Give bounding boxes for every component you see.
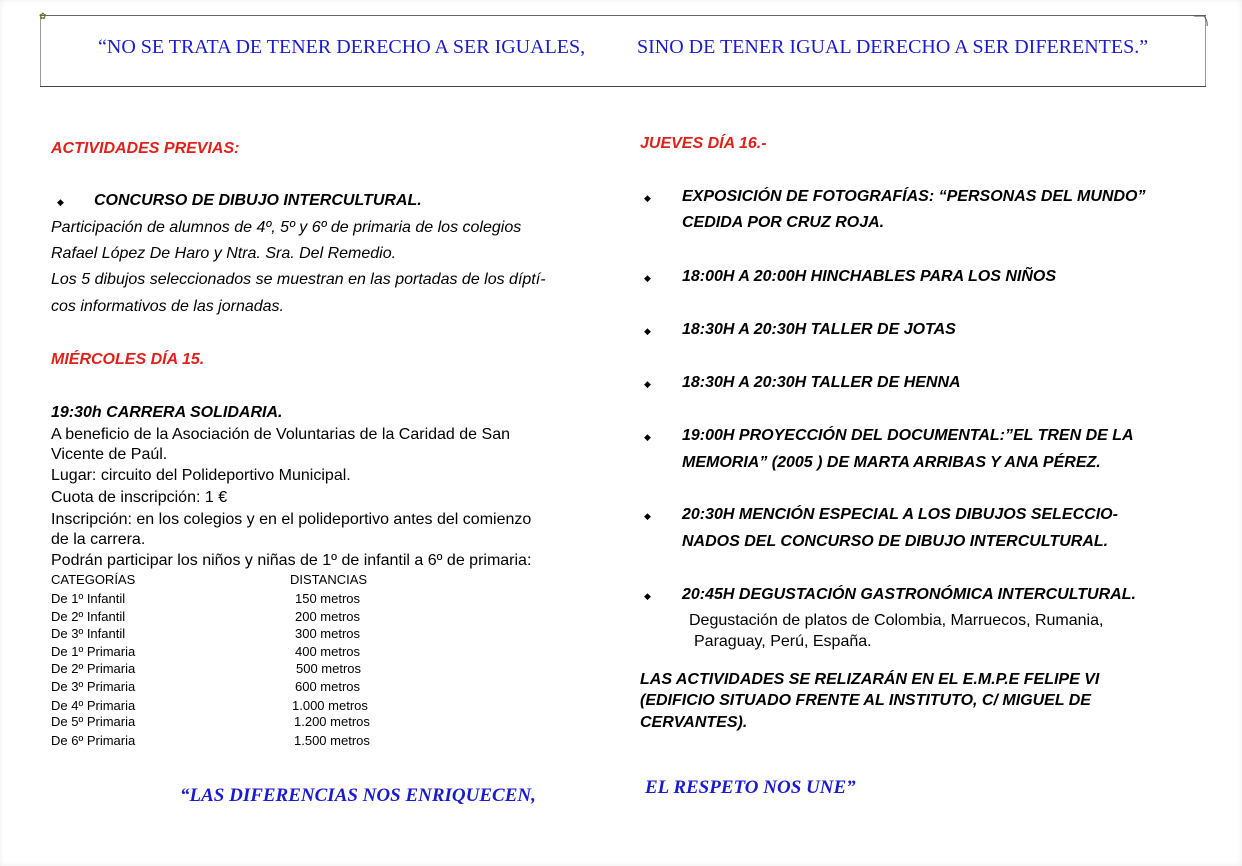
degustacion-line: Degustación de platos de Colombia, Marruecos, Rumania, <box>689 612 1104 629</box>
table-cell-distance: 1.000 metros <box>292 698 368 713</box>
table-header-categories: CATEGORÍAS <box>51 572 136 587</box>
footer-quote-left: “LAS DIFERENCIAS NOS ENRIQUECEN, <box>180 785 536 806</box>
bullet-icon: ◆ <box>644 194 651 204</box>
location-line: (EDIFICIO SITUADO FRENTE AL INSTITUTO, C/ MIGUEL DE <box>640 692 1091 709</box>
bullet-icon: ◆ <box>644 512 651 522</box>
quote-banner <box>39 12 1206 87</box>
miercoles-heading: MIÉRCOLES DÍA 15. <box>51 351 205 368</box>
table-cell-distance: 400 metros <box>295 644 361 659</box>
concurso-line: Los 5 dibujos seleccionados se muestran en las portadas de los díptí- <box>51 271 546 288</box>
table-cell-distance: 300 metros <box>295 626 361 641</box>
table-cell-category: De 2º Primaria <box>51 661 136 676</box>
location-line: LAS ACTIVIDADES SE RELIZARÁN EN EL E.M.P.E FELIPE VI <box>640 671 1100 688</box>
bullet-icon: ◆ <box>644 433 651 443</box>
table-cell-distance: 200 metros <box>295 609 361 624</box>
table-cell-distance: 1.200 metros <box>294 714 370 729</box>
event-exposicion-line: CEDIDA POR CRUZ ROJA. <box>682 214 885 231</box>
table-cell-category: De 3º Infantil <box>51 626 126 641</box>
event-proyeccion-line: MEMORIA” (2005 ) DE MARTA ARRIBAS Y ANA PÉREZ. <box>682 454 1101 471</box>
footer-quote-right: EL RESPETO NOS UNE” <box>645 777 856 798</box>
table-cell-category: De 5º Primaria <box>51 714 136 729</box>
banner-quote-part2: SINO DE TENER IGUAL DERECHO A SER DIFERENTES.” <box>637 36 1149 58</box>
scroll-curl-icon <box>1194 15 1208 27</box>
location-line: CERVANTES). <box>640 714 748 731</box>
table-cell-distance: 600 metros <box>295 679 361 694</box>
event-degustacion: 20:45H DEGUSTACIÓN GASTRONÓMICA INTERCULTURAL. <box>682 586 1136 603</box>
table-cell-category: De 1º Primaria <box>51 644 136 659</box>
carrera-line: Podrán participar los niños y niñas de 1º de infantil a 6º de primaria: <box>51 552 532 569</box>
carrera-line: Cuota de inscripción: 1 € <box>51 489 228 506</box>
banner-quote-part1: “NO SE TRATA DE TENER DERECHO A SER IGUALES, <box>98 36 586 58</box>
bullet-icon: ◆ <box>644 274 651 284</box>
concurso-line: cos informativos de las jornadas. <box>51 298 284 315</box>
bullet-icon: ◆ <box>644 327 651 337</box>
event-mencion-line: NADOS DEL CONCURSO DE DIBUJO INTERCULTURAL. <box>682 533 1109 550</box>
scroll-tab-icon: ✿ <box>39 12 47 22</box>
table-cell-category: De 2º Infantil <box>51 609 126 624</box>
concurso-line: Participación de alumnos de 4º, 5º y 6º de primaria de los colegios <box>51 219 522 236</box>
carrera-line: Vicente de Paúl. <box>51 446 168 463</box>
bullet-icon: ◆ <box>644 380 651 390</box>
carrera-line: Inscripción: en los colegios y en el polideportivo antes del comienzo <box>51 511 532 528</box>
banner-left-edge <box>40 16 41 86</box>
table-cell-distance: 1.500 metros <box>294 733 370 748</box>
bullet-icon: ◆ <box>57 198 64 208</box>
event-taller-henna: 18:30H A 20:30H TALLER DE HENNA <box>682 374 961 391</box>
event-mencion-line: 20:30H MENCIÓN ESPECIAL A LOS DIBUJOS SELECCIO- <box>682 506 1118 523</box>
table-cell-category: De 4º Primaria <box>51 698 136 713</box>
actividades-previas-heading: ACTIVIDADES PREVIAS: <box>51 140 240 157</box>
table-cell-category: De 3º Primaria <box>51 679 136 694</box>
table-header-distances: DISTANCIAS <box>290 572 368 587</box>
table-cell-distance: 500 metros <box>296 661 362 676</box>
bullet-icon: ◆ <box>644 592 651 602</box>
jueves-heading: JUEVES DÍA 16.- <box>640 135 767 152</box>
event-exposicion-line: EXPOSICIÓN DE FOTOGRAFÍAS: “PERSONAS DEL MUNDO” <box>682 188 1146 205</box>
event-taller-jotas: 18:30H A 20:30H TALLER DE JOTAS <box>682 321 956 338</box>
table-cell-category: De 1º Infantil <box>51 591 126 606</box>
carrera-line: A beneficio de la Asociación de Voluntarias de la Caridad de San <box>51 426 510 443</box>
event-proyeccion-line: 19:00H PROYECCIÓN DEL DOCUMENTAL:”EL TREN DE LA <box>682 427 1134 444</box>
table-cell-category: De 6º Primaria <box>51 733 136 748</box>
carrera-line: Lugar: circuito del Polideportivo Municipal. <box>51 467 351 484</box>
degustacion-line: Paraguay, Perú, España. <box>694 633 872 650</box>
concurso-line: Rafael López De Haro y Ntra. Sra. Del Remedio. <box>51 245 397 262</box>
carrera-title: 19:30h CARRERA SOLIDARIA. <box>51 404 283 421</box>
carrera-line: de la carrera. <box>51 531 146 548</box>
table-cell-distance: 150 metros <box>295 591 361 606</box>
concurso-title: CONCURSO DE DIBUJO INTERCULTURAL. <box>94 192 422 209</box>
event-hinchables: 18:00H A 20:00H HINCHABLES PARA LOS NIÑOS <box>682 268 1056 285</box>
